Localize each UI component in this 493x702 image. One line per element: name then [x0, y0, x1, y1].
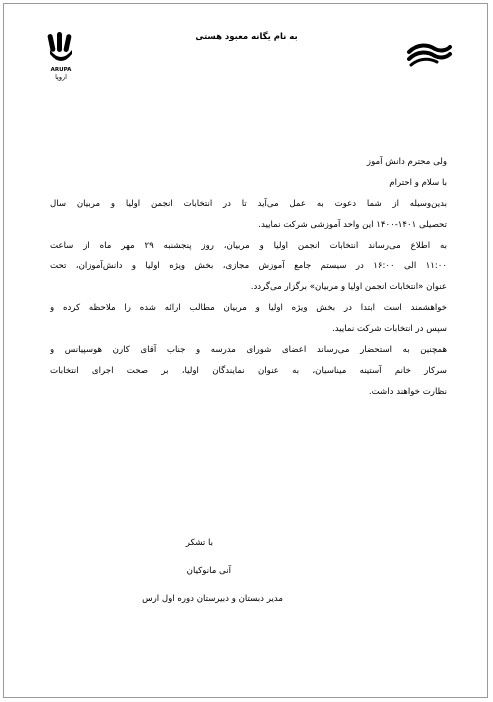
body-line: عنوان «انتخابات انجمن اولیا و مربیان» برگزار می‌گردد. — [250, 282, 447, 293]
salutation: ولی محترم دانش آموز — [366, 157, 447, 167]
logo-latin-text: ARUPA — [50, 67, 72, 73]
body-line: نظارت خواهند داشت. — [368, 386, 447, 397]
logo-persian-text: اروپا — [55, 73, 67, 81]
signer-title: مدیر دبستان و دبیرستان دوره اول ارس — [142, 594, 283, 604]
header-title: به نام یگانه معبود هستی — [195, 32, 298, 42]
letter-body — [50, 152, 447, 403]
body-line: ۱۱:۰۰ الی ۱۶:۰۰ در سیستم جامع آموزش مجازی، بخش ویژه اولیا و دانش‌آموزان، تحت — [50, 261, 447, 272]
signer-name: آنی مانوکیان — [186, 566, 231, 576]
body-line: خواهشمند است ابتدا در بخش ویژه اولیا و مربیان مطالب ارائه شده را ملاحظه کرده و — [50, 303, 447, 314]
body-line: سپس در انتخابات شرکت نمایید. — [332, 324, 447, 335]
body-line: همچنین به استحضار می‌رساند اعضای شورای مدرسه و جناب آقای کارن هوسپیانس و — [50, 345, 447, 356]
body-line: تحصیلی ۱۴۰۱-۱۴۰۰ این واحد آموزشی شرکت نمایید. — [258, 219, 447, 230]
body-line: سرکار خانم آستینه میناسیان، به عنوان نمایندگان اولیا، بر صحت اجرای انتخابات — [50, 365, 447, 376]
greeting: با سلام و احترام — [389, 177, 447, 188]
body-line: بدین‌وسیله از شما دعوت به عمل می‌آید تا در انتخابات انجمن اولیا و مربیان سال — [50, 198, 447, 209]
wave-emblem-icon — [405, 38, 453, 70]
closing: با تشکر — [185, 538, 213, 548]
body-line: به اطلاع می‌رساند انتخابات انجمن اولیا و مربیان، روز پنجشنبه ۲۹ مهر ماه از ساعت — [50, 240, 447, 251]
school-logo-icon — [46, 30, 76, 82]
